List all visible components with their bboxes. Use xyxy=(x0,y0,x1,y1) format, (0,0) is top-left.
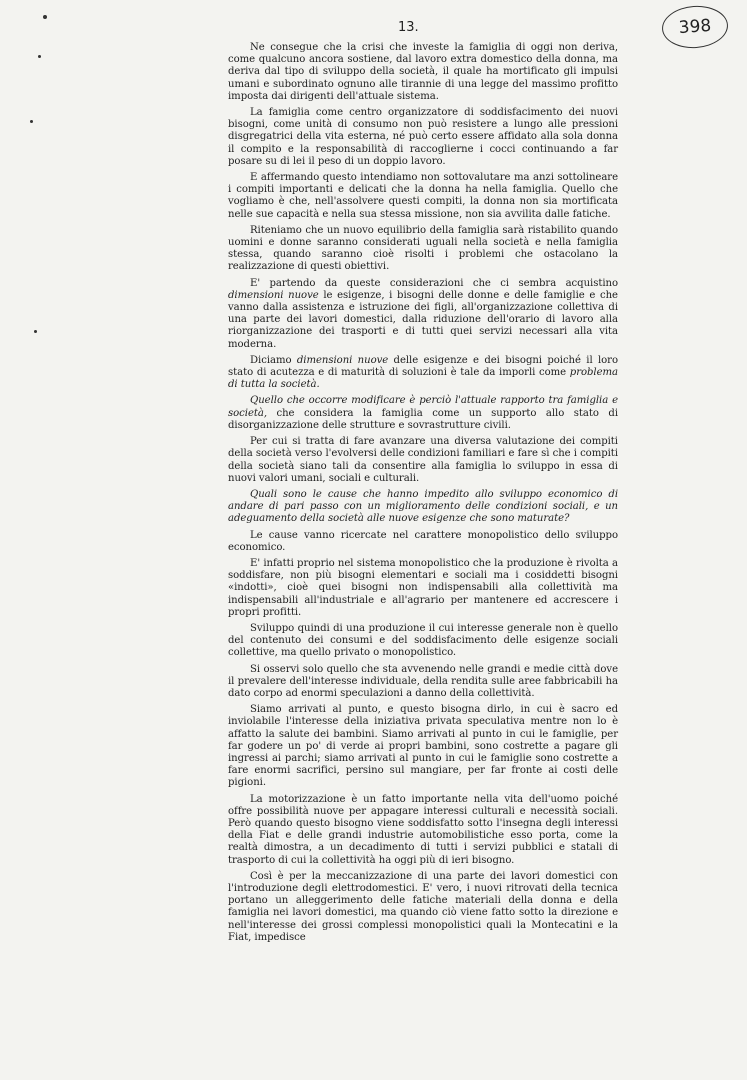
paragraph: Si osservi solo quello che sta avvenendo nelle grandi e medie città dove il prevalere dell'interesse individuale, della rendita sulle aree fabbricabili ha dato corpo ad enormi speculazioni a danno della collettività. xyxy=(228,663,618,699)
question-paragraph: Quali sono le cause che hanno impedito allo sviluppo economico di andare di pari passo con un miglioramento delle condizioni sociali, e un adeguamento della società alle nuove esigenze che sono maturate? xyxy=(228,488,618,525)
paragraph: Le cause vanno ricercate nel carattere monopolistico dello sviluppo economico. xyxy=(228,529,618,553)
paragraph: Ne consegue che la crisi che investe la famiglia di oggi non deriva, come qualcuno ancora sostiene, dal lavoro extra domestico della donna, ma deriva dal tipo di sviluppo della società, il quale ha mortificato gli impulsi umani e subordinato ognuno alle tirannie di una legge del massimo profitto imposta dai dirigenti dell'attuale sistema. xyxy=(228,42,618,102)
emphasis-text: dimensioni nuove xyxy=(228,289,319,301)
emphasis-text: dimensioni nuove xyxy=(296,354,389,366)
paragraph: Siamo arrivati al punto, e questo bisogna dirlo, in cui è sacro ed inviolabile l'interesse della iniziativa privata speculativa mentre non lo è affatto la salute dei bambini. Siamo arrivati al punto in cui le famiglie, per far godere un po' di verde ai propri bambini, sono costrette a pagare gli ingressi ai parchi; siamo arrivati al punto in cui le famiglie sono costrette a fare enormi sacrifici, persino sul mangiare, per far fronte ai costi delle pigioni. xyxy=(228,704,618,789)
paragraph-text: le esigenze, i bisogni delle donne e delle famiglie e che vanno dalla assistenza e istruzione dei figli, all'organizzazione collettiva di una parte dei lavori domestici, dalla riduzione dell'orario di lavoro alla riorganizzazione dei trasporti e di tutti quei servizi necessari alla vita moderna. xyxy=(228,289,618,350)
scan-speck xyxy=(43,15,47,19)
paragraph: Così è per la meccanizzazione di una parte dei lavori domestici con l'introduzione degli elettrodomestici. E' vero, i nuovi ritrovati della tecnica portano un alleggerimento delle fatiche materiali della donna e della famiglia nei lavori domestici, ma quando ciò viene fatto sotto la direzione e nell'interesse dei grossi complessi monopolistici quali la Montecatini e la Fiat, impedisce xyxy=(228,870,618,943)
body-text xyxy=(228,42,618,948)
paragraph: Per cui si tratta di fare avanzare una diversa valutazione dei compiti della società verso l'evolversi delle condizioni familiari e fare sì che i compiti della società siano tali da consentire alla famiglia lo sviluppo in essa di nuovi valori umani, sociali e culturali. xyxy=(228,436,618,484)
paragraph: La famiglia come centro organizzatore di soddisfacimento dei nuovi bisogni, come unità di consumo non può resistere a lungo alle pressioni disgregatrici della vita esterna, né può certo essere affidato alla sola donna il compito e la responsabilità di raccoglierne i cocci continuando a far posare su di lei il peso di un doppio lavoro. xyxy=(228,107,618,167)
archive-stamp: 398 xyxy=(661,4,730,51)
scan-speck xyxy=(34,330,37,333)
paragraph: E affermando questo intendiamo non sottovalutare ma anzi sottolineare i compiti importanti e delicati che la donna ha nella famiglia. Quello che vogliamo è che, nell'assolvere questi compiti, la donna non sia mortificata nelle sue capacità e nella sua stessa missione, non sia avvilita dalle fatiche. xyxy=(228,172,618,220)
paragraph-text: E' partendo da queste considerazioni che ci sembra acquistino xyxy=(250,277,618,289)
paragraph: E' infatti proprio nel sistema monopolistico che la produzione è rivolta a soddisfare, non più bisogni elementari e sociali ma i cosiddetti bisogni «indotti», cioè quei bisogni non indispensabili alla collettività ma indispensabili all'industriale e all'agrario per mantenere ed accrescere i propri profitti. xyxy=(228,557,618,618)
paragraph xyxy=(228,355,618,392)
paragraph: Riteniamo che un nuovo equilibrio della famiglia sarà ristabilito quando uomini e donne saranno considerati uguali nella società e nella famiglia stessa, quando saranno cioè risolti i problemi che ostacolano la realizzazione di questi obiettivi. xyxy=(228,224,618,273)
paragraph xyxy=(228,395,618,432)
scan-speck xyxy=(38,55,41,58)
paragraph xyxy=(228,278,618,351)
paragraph-text: che considera la famiglia come un supporto allo stato di disorganizzazione delle strutture e sovrastrutture civili. xyxy=(228,407,618,431)
paragraph: Sviluppo quindi di una produzione il cui interesse generale non è quello del contenuto dei consumi e del soddisfacimento delle esigenze sociali collettive, ma quello privato o monopolistico. xyxy=(228,622,618,659)
page-number: 13. xyxy=(398,20,419,35)
paragraph-text: delle esigenze e dei bisogni poiché il loro stato di acutezza e di maturità di soluzioni è tale da imporli come xyxy=(228,354,618,379)
scan-speck xyxy=(30,120,33,123)
emphasis-text: problema di tutta la società. xyxy=(228,367,618,391)
emphasis-text: Quello che occorre modificare è perciò l'attuale rapporto tra famiglia e società, xyxy=(228,395,618,419)
paragraph-text: Diciamo xyxy=(250,354,297,366)
paragraph: La motorizzazione è un fatto importante nella vita dell'uomo poiché offre possibilità nuove per appagare interessi culturali e necessità sociali. Però quando questo bisogno viene soddisfatto sotto l'insegna degli interessi della Fiat e delle grandi industrie automobilistiche esso porta, come la realtà dimostra, a un decadimento di tutti i servizi pubblici e statali di trasporto di cui la collettività ha oggi più di ieri bisogno. xyxy=(228,793,618,866)
